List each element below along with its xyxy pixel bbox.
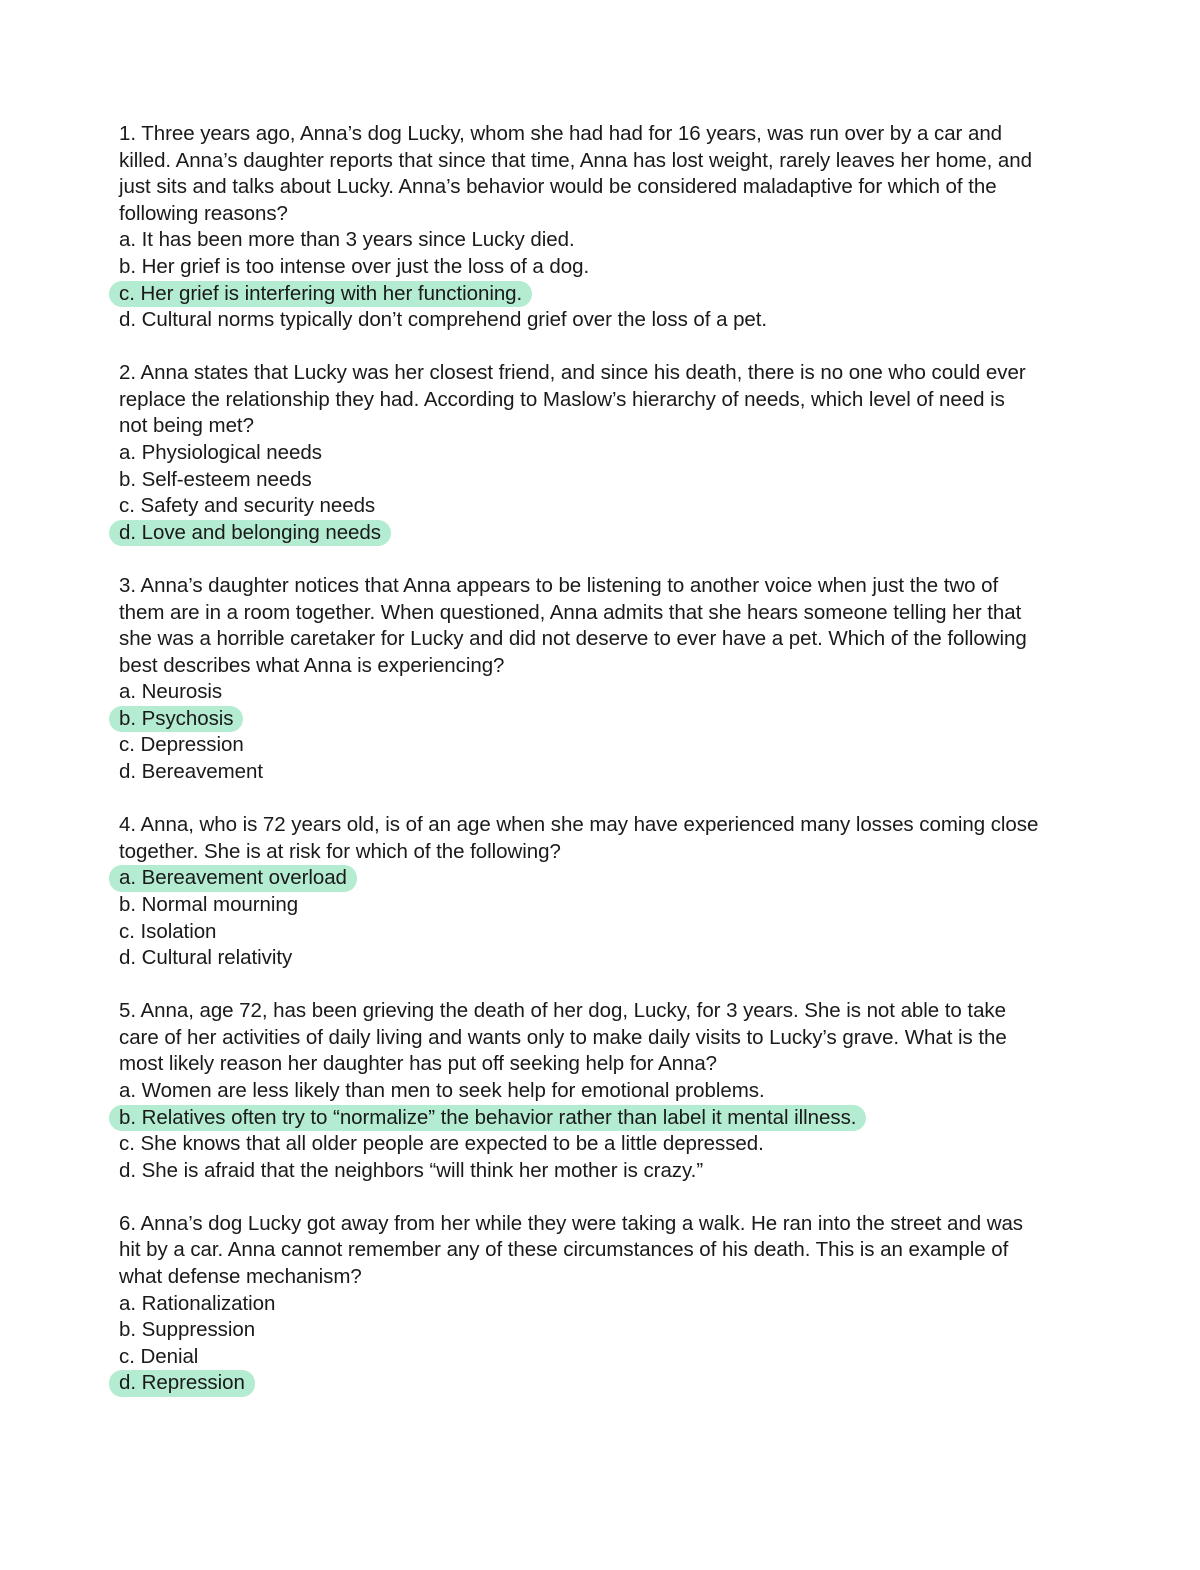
stem-line: 2. Anna states that Lucky was her closest friend, and since his death, there is no one who could ever bbox=[119, 361, 1026, 385]
option-text: a. Rationalization bbox=[119, 1291, 276, 1315]
option-text: d. Bereavement bbox=[119, 760, 264, 784]
option-text: d. Cultural norms typically don’t comprehend grief over the loss of a pet. bbox=[119, 308, 768, 332]
option-text: d. Love and belonging needs bbox=[109, 520, 391, 547]
option-text: b. Psychosis bbox=[109, 706, 243, 733]
option-d-highlighted bbox=[119, 1370, 1089, 1397]
option-text: c. Isolation bbox=[119, 919, 217, 943]
stem-line: 5. Anna, age 72, has been grieving the death of her dog, Lucky, for 3 years. She is not able to take bbox=[119, 999, 1006, 1023]
option-c bbox=[119, 919, 1089, 946]
stem-line: not being met? bbox=[119, 414, 254, 438]
option-c bbox=[119, 732, 1089, 759]
question-6-stem bbox=[119, 1211, 1089, 1291]
question-3 bbox=[119, 573, 1089, 786]
option-text: c. Depression bbox=[119, 733, 244, 757]
option-text: b. Relatives often try to “normalize” the behavior rather than label it mental illness. bbox=[109, 1105, 866, 1132]
option-text: d. Repression bbox=[109, 1370, 255, 1397]
stem-line: 4. Anna, who is 72 years old, is of an age when she may have experienced many losses coming close bbox=[119, 813, 1039, 837]
option-a bbox=[119, 440, 1089, 467]
option-a bbox=[119, 227, 1089, 254]
option-text: a. It has been more than 3 years since Lucky died. bbox=[119, 228, 575, 252]
stem-line: she was a horrible caretaker for Lucky and did not deserve to ever have a pet. Which of the following bbox=[119, 627, 1027, 651]
option-text: c. She knows that all older people are expected to be a little depressed. bbox=[119, 1132, 764, 1156]
question-5-stem bbox=[119, 998, 1089, 1078]
option-text: c. Denial bbox=[119, 1344, 199, 1368]
option-text: a. Physiological needs bbox=[119, 441, 322, 465]
stem-line: 3. Anna’s daughter notices that Anna appears to be listening to another voice when just the two of bbox=[119, 573, 999, 597]
option-a bbox=[119, 1291, 1089, 1318]
option-text: d. She is afraid that the neighbors “will think her mother is crazy.” bbox=[119, 1158, 704, 1182]
question-1 bbox=[119, 121, 1089, 334]
option-a bbox=[119, 1078, 1089, 1105]
option-d bbox=[119, 307, 1089, 334]
option-b bbox=[119, 254, 1089, 281]
stem-line: best describes what Anna is experiencing? bbox=[119, 653, 505, 677]
option-c bbox=[119, 1131, 1089, 1158]
stem-line: 6. Anna’s dog Lucky got away from her while they were taking a walk. He ran into the street and was bbox=[119, 1211, 1023, 1235]
option-c bbox=[119, 1344, 1089, 1371]
stem-line: replace the relationship they had. According to Maslow’s hierarchy of needs, which level of need is bbox=[119, 387, 1005, 411]
stem-line: killed. Anna’s daughter reports that since that time, Anna has lost weight, rarely leaves her home, and bbox=[119, 148, 1032, 172]
document-page bbox=[119, 121, 1089, 1424]
question-5 bbox=[119, 998, 1089, 1184]
stem-line: most likely reason her daughter has put off seeking help for Anna? bbox=[119, 1052, 718, 1076]
question-2 bbox=[119, 360, 1089, 546]
option-c-highlighted bbox=[119, 281, 1089, 308]
option-b bbox=[119, 1317, 1089, 1344]
option-b bbox=[119, 467, 1089, 494]
option-c bbox=[119, 493, 1089, 520]
option-text: a. Women are less likely than men to seek help for emotional problems. bbox=[119, 1079, 765, 1102]
option-text: b. Normal mourning bbox=[119, 892, 299, 916]
stem-line: care of her activities of daily living and wants only to make daily visits to Lucky’s grave. What is the bbox=[119, 1025, 1007, 1049]
option-text: d. Cultural relativity bbox=[119, 946, 293, 970]
stem-line: 1. Three years ago, Anna’s dog Lucky, whom she had had for 16 years, was run over by a car and bbox=[119, 122, 1003, 145]
option-d bbox=[119, 759, 1089, 786]
option-text: a. Neurosis bbox=[119, 680, 223, 704]
stem-line: just sits and talks about Lucky. Anna’s behavior would be considered maladaptive for which of the bbox=[119, 175, 997, 199]
option-b bbox=[119, 892, 1089, 919]
question-4-stem bbox=[119, 812, 1089, 865]
option-text: a. Bereavement overload bbox=[109, 865, 357, 892]
question-1-stem bbox=[119, 121, 1089, 227]
option-b-highlighted bbox=[119, 706, 1089, 733]
stem-line: what defense mechanism? bbox=[119, 1265, 362, 1289]
stem-line: them are in a room together. When questioned, Anna admits that she hears someone telling her that bbox=[119, 600, 1022, 624]
option-text: c. Her grief is interfering with her functioning. bbox=[109, 281, 532, 308]
stem-line: together. She is at risk for which of the following? bbox=[119, 839, 561, 863]
option-b-highlighted bbox=[119, 1105, 1089, 1132]
option-a-highlighted bbox=[119, 865, 1089, 892]
option-a bbox=[119, 679, 1089, 706]
option-text: c. Safety and security needs bbox=[119, 494, 376, 518]
option-text: b. Her grief is too intense over just the loss of a dog. bbox=[119, 254, 590, 278]
stem-line: following reasons? bbox=[119, 201, 288, 225]
option-d bbox=[119, 1158, 1089, 1185]
option-text: b. Suppression bbox=[119, 1318, 256, 1342]
option-d bbox=[119, 945, 1089, 972]
option-text: b. Self-esteem needs bbox=[119, 467, 312, 491]
question-3-stem bbox=[119, 573, 1089, 679]
question-6 bbox=[119, 1211, 1089, 1397]
option-d-highlighted bbox=[119, 520, 1089, 547]
question-4 bbox=[119, 812, 1089, 972]
stem-line: hit by a car. Anna cannot remember any of these circumstances of his death. This is an example of bbox=[119, 1238, 1009, 1262]
question-2-stem bbox=[119, 360, 1089, 440]
